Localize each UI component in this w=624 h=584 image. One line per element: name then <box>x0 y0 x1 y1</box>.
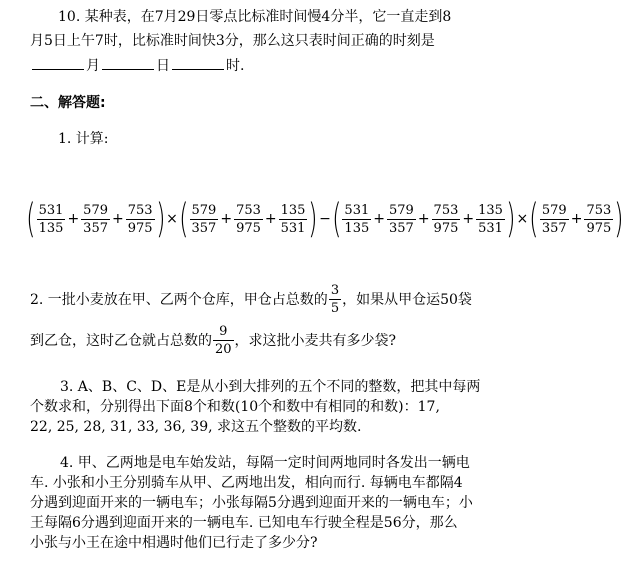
fraction-denominator: 135 <box>344 220 370 236</box>
fraction <box>540 203 569 236</box>
fraction <box>476 203 505 236</box>
left-paren: ( <box>529 196 539 242</box>
fraction <box>342 203 371 236</box>
plus-sign: + <box>570 211 583 227</box>
q4-line-3: 分遇到迎面开来的一辆电车；小张每隔5分遇到迎面开来的一辆电车；小 <box>30 495 473 511</box>
q10-line-2: 月5日上午7时，比标准时间快3分，那么这只表时间正确的时刻是 <box>30 33 435 49</box>
fraction-denominator: 975 <box>433 220 459 236</box>
fraction-numerator: 531 <box>344 202 370 218</box>
q2-fraction-1 <box>329 283 341 316</box>
fraction-numerator: 135 <box>478 202 503 218</box>
month-blank <box>32 56 84 70</box>
fraction-denominator: 357 <box>83 220 108 236</box>
plus-sign: + <box>462 211 475 227</box>
hour-label: 时. <box>226 58 245 74</box>
fraction-numerator: 753 <box>586 202 612 218</box>
expr-group-2 <box>179 196 318 242</box>
fraction-numerator: 753 <box>433 202 459 218</box>
right-paren: ) <box>155 196 166 242</box>
q2-text-1b: ，如果从甲仓运50袋 <box>342 291 472 308</box>
fraction <box>81 203 110 236</box>
fraction-denominator: 531 <box>478 220 503 236</box>
plus-sign: + <box>417 211 430 227</box>
fraction-denominator: 357 <box>541 220 567 236</box>
minus-sign: − <box>319 211 331 227</box>
q10-line-1: 10. 某种表，在7月29日零点比标准时间慢4分半，它一直走到8 <box>58 9 452 25</box>
q3-line-3: 22, 25, 28, 31, 33, 36, 39, 求这五个整数的平均数. <box>30 419 362 435</box>
q3-line-1: 3. A、B、C、D、E是从小到大排列的五个不同的整数，把其中每两 <box>60 379 481 395</box>
q2-text-2a: 到乙仓，这时乙仓就占总数的 <box>30 332 212 349</box>
plus-sign: + <box>373 211 385 227</box>
fraction <box>387 203 416 236</box>
left-paren: ( <box>331 196 342 242</box>
fraction <box>234 203 263 236</box>
q4-line-5: 小张与小王在途中相遇时他们已行走了多少分? <box>30 535 318 551</box>
q4-line-4: 王每隔6分遇到迎面开来的一辆电车. 已知电车行驶全程是56分，那么 <box>30 515 458 531</box>
month-label: 月 <box>86 58 100 74</box>
section-title: 二、解答题: <box>30 95 106 111</box>
fraction-denominator: 135 <box>38 220 64 236</box>
fraction-numerator: 9 <box>219 324 228 339</box>
fraction-denominator: 975 <box>236 220 261 236</box>
fraction-numerator: 135 <box>280 202 306 218</box>
fraction-numerator: 531 <box>38 202 64 218</box>
q2-text-2b: ，求这批小麦共有多少袋? <box>234 332 397 349</box>
q10-line-3 <box>30 56 244 75</box>
times-sign: × <box>166 211 178 227</box>
fraction <box>190 203 219 236</box>
fraction-numerator: 3 <box>330 283 340 298</box>
q4-line-1: 4. 甲、乙两地是电车始发站，每隔一定时间两地同时各发出一辆电 <box>60 455 470 471</box>
fraction <box>584 203 613 236</box>
plus-sign: + <box>220 211 233 227</box>
right-paren: ) <box>308 196 318 242</box>
expr-group-3 <box>331 196 516 242</box>
q3-line-2: 个数求和，分别得出下面8个和数(10个和数中有相同的和数)：17, <box>30 399 440 415</box>
fraction <box>279 203 308 236</box>
day-label: 日 <box>156 58 170 74</box>
left-paren: ( <box>179 196 189 242</box>
fraction-denominator: 20 <box>215 342 232 357</box>
fraction-denominator: 357 <box>388 220 414 236</box>
fraction-denominator: 975 <box>586 220 612 236</box>
q1-label: 1. 计算: <box>58 131 109 147</box>
plus-sign: + <box>67 211 80 227</box>
right-paren: ) <box>614 196 624 242</box>
q2-line-2 <box>30 324 396 357</box>
hour-blank <box>172 56 224 70</box>
q2-line-1 <box>30 283 472 316</box>
fraction-numerator: 579 <box>388 202 414 218</box>
right-paren: ) <box>506 196 516 242</box>
fraction-denominator: 531 <box>280 220 306 236</box>
fraction-numerator: 579 <box>191 202 217 218</box>
day-blank <box>102 56 154 70</box>
fraction-denominator: 357 <box>191 220 217 236</box>
fraction <box>126 203 155 236</box>
fraction-numerator: 753 <box>236 202 261 218</box>
plus-sign: + <box>264 211 277 227</box>
fraction <box>37 203 66 236</box>
plus-sign: + <box>112 211 124 227</box>
q2-fraction-2 <box>213 324 234 357</box>
times-sign: × <box>516 211 529 227</box>
fraction-numerator: 579 <box>83 202 108 218</box>
fraction-denominator: 5 <box>330 301 340 316</box>
fraction-denominator: 975 <box>127 220 153 236</box>
q4-line-2: 车. 小张和小王分别骑车从甲、乙两地出发，相向而行. 每辆电车都隔4 <box>30 475 463 491</box>
fraction-numerator: 579 <box>541 202 567 218</box>
q2-text-1a: 2. 一批小麦放在甲、乙两个仓库，甲仓占总数的 <box>30 291 328 308</box>
expr-group-4 <box>529 196 624 242</box>
left-paren: ( <box>26 196 36 242</box>
fraction-numerator: 753 <box>127 202 153 218</box>
fraction <box>432 203 461 236</box>
q1-expression <box>26 196 624 242</box>
expr-group-1 <box>26 196 166 242</box>
